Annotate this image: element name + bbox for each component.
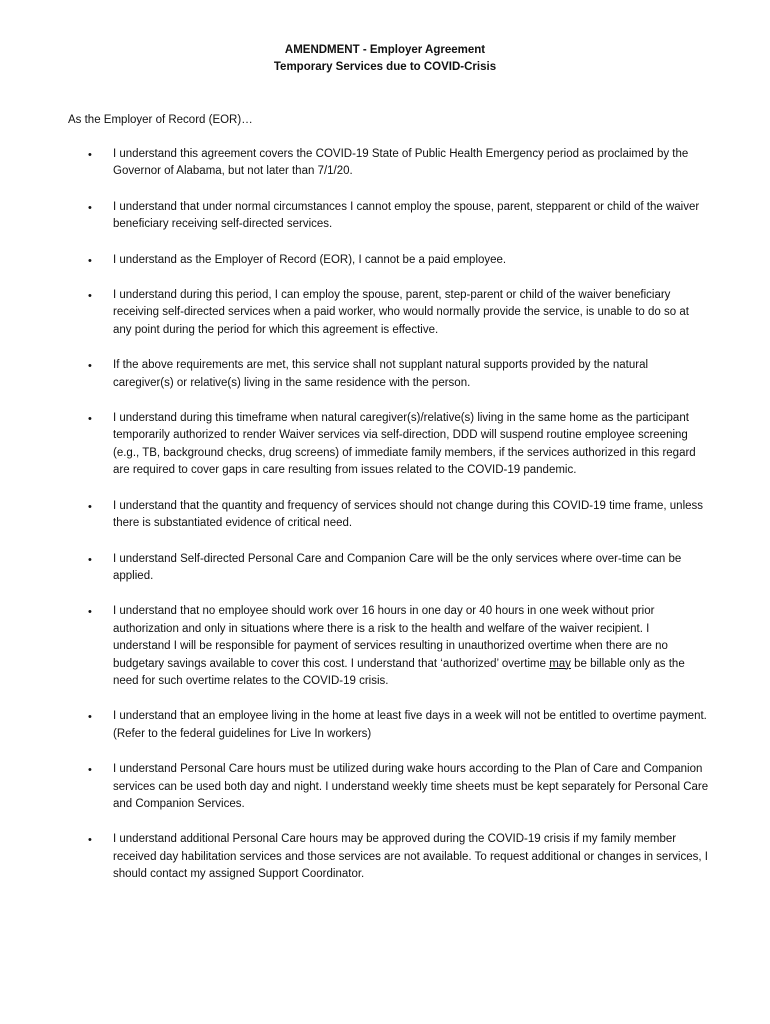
bullet-text: I understand during this timeframe when natural caregiver(s)/relative(s) living in the same home as the participant temporarily authorized to render Waiver services via self-direction, DDD will suspend routine employee screening (e.g., TB, background checks, drug screens) of immediate family members, if the services authorized in this regard are required to cover gaps in care resulting from issues related to the COVID-19 pandemic.	[113, 412, 696, 477]
bullet-dot-icon: •	[88, 500, 92, 513]
bullet-dot-icon: •	[88, 764, 92, 777]
bullet-dot-icon: •	[88, 290, 92, 303]
bullet-dot-icon: •	[88, 149, 92, 161]
bullet-item-8	[0, 551, 770, 586]
document-title-block	[0, 42, 770, 76]
bullet-text-tail: be billable only as the need for such overtime relates to the COVID-19 crisis.	[113, 657, 685, 687]
bullet-item-6	[0, 410, 770, 480]
underlined-word: may	[549, 657, 571, 670]
bullet-text: I understand that an employee living in the home at least five days in a week will not be entitled to overtime payment. (Refer to the federal guidelines for Live In workers)	[113, 710, 707, 740]
bullet-item-1	[0, 146, 770, 181]
bullet-item-12	[0, 831, 770, 883]
bullet-item-9	[0, 603, 770, 690]
bullet-text: I understand Personal Care hours must be utilized during wake hours according to the Plan of Care and Companion services can be used both day and night. I understand weekly time sheets must be kept separately for Personal Care and Companion Services.	[113, 763, 709, 810]
bullet-item-7	[0, 498, 770, 533]
bullet-item-10	[0, 708, 770, 743]
bullet-text: I understand additional Personal Care hours may be approved during the COVID-19 crisis if my family member received day habilitation services and those services are not available. To request additional or changes in services, I should contact my assigned Support Coordinator.	[113, 833, 708, 881]
bullet-text: I understand Self-directed Personal Care and Companion Care will be the only services where over-time can be applied.	[113, 552, 682, 582]
bullet-dot-icon: •	[88, 360, 92, 373]
bullet-item-2	[0, 199, 770, 234]
bullet-item-4	[0, 287, 770, 339]
bullet-dot-icon: •	[88, 834, 92, 847]
bullet-text: I understand this agreement covers the COVID-19 State of Public Health Emergency period as proclaimed by the Governor of Alabama, but not later than 7/1/20.	[113, 148, 689, 178]
bullet-dot-icon: •	[88, 711, 92, 724]
bullet-dot-icon: •	[88, 553, 92, 566]
bullet-dot-icon: •	[88, 254, 92, 267]
bullet-text	[113, 603, 710, 690]
intro-text: As the Employer of Record (EOR)…	[68, 114, 253, 126]
bullet-dot-icon: •	[88, 413, 92, 426]
bullet-text: I understand as the Employer of Record (EOR), I cannot be a paid employee.	[113, 253, 507, 266]
bullet-item-3	[0, 252, 770, 269]
bullet-text: I understand during this period, I can employ the spouse, parent, step-parent or child of the waiver beneficiary receiving self-directed services when a paid worker, who would normally provide the service, is unable to do so at any point during the period for which this agreement is effective.	[113, 289, 689, 336]
bullet-text-main: I understand that no employee should work over 16 hours in one day or 40 hours in one week without prior authorization and only in situations where there is a risk to the health and welfare of the waiver recipient. I understand I will be responsible for payment of services resulting in unauthorized overtime when there are no budgetary savings available to cover this cost. I understand that ‘authorized’ overtime	[113, 605, 668, 670]
document-subtitle: Temporary Services due to COVID-Crisis	[273, 61, 497, 73]
bullet-text: I understand that under normal circumstances I cannot employ the spouse, parent, stepparent or child of the waiver beneficiary receiving self-directed services.	[113, 200, 700, 231]
document-title: AMENDMENT - Employer Agreement	[284, 44, 486, 56]
bullet-item-5	[0, 357, 770, 392]
agreement-bullet-list	[0, 146, 770, 902]
bullet-item-11	[0, 761, 770, 813]
bullet-dot-icon: •	[88, 606, 92, 619]
bullet-text: I understand that the quantity and frequency of services should not change during this COVID-19 time frame, unless there is substantiated evidence of critical need.	[113, 499, 704, 530]
bullet-text: If the above requirements are met, this service shall not supplant natural supports provided by the natural caregiver(s) or relative(s) living in the same residence with the person.	[113, 359, 649, 389]
bullet-dot-icon: •	[88, 201, 92, 214]
